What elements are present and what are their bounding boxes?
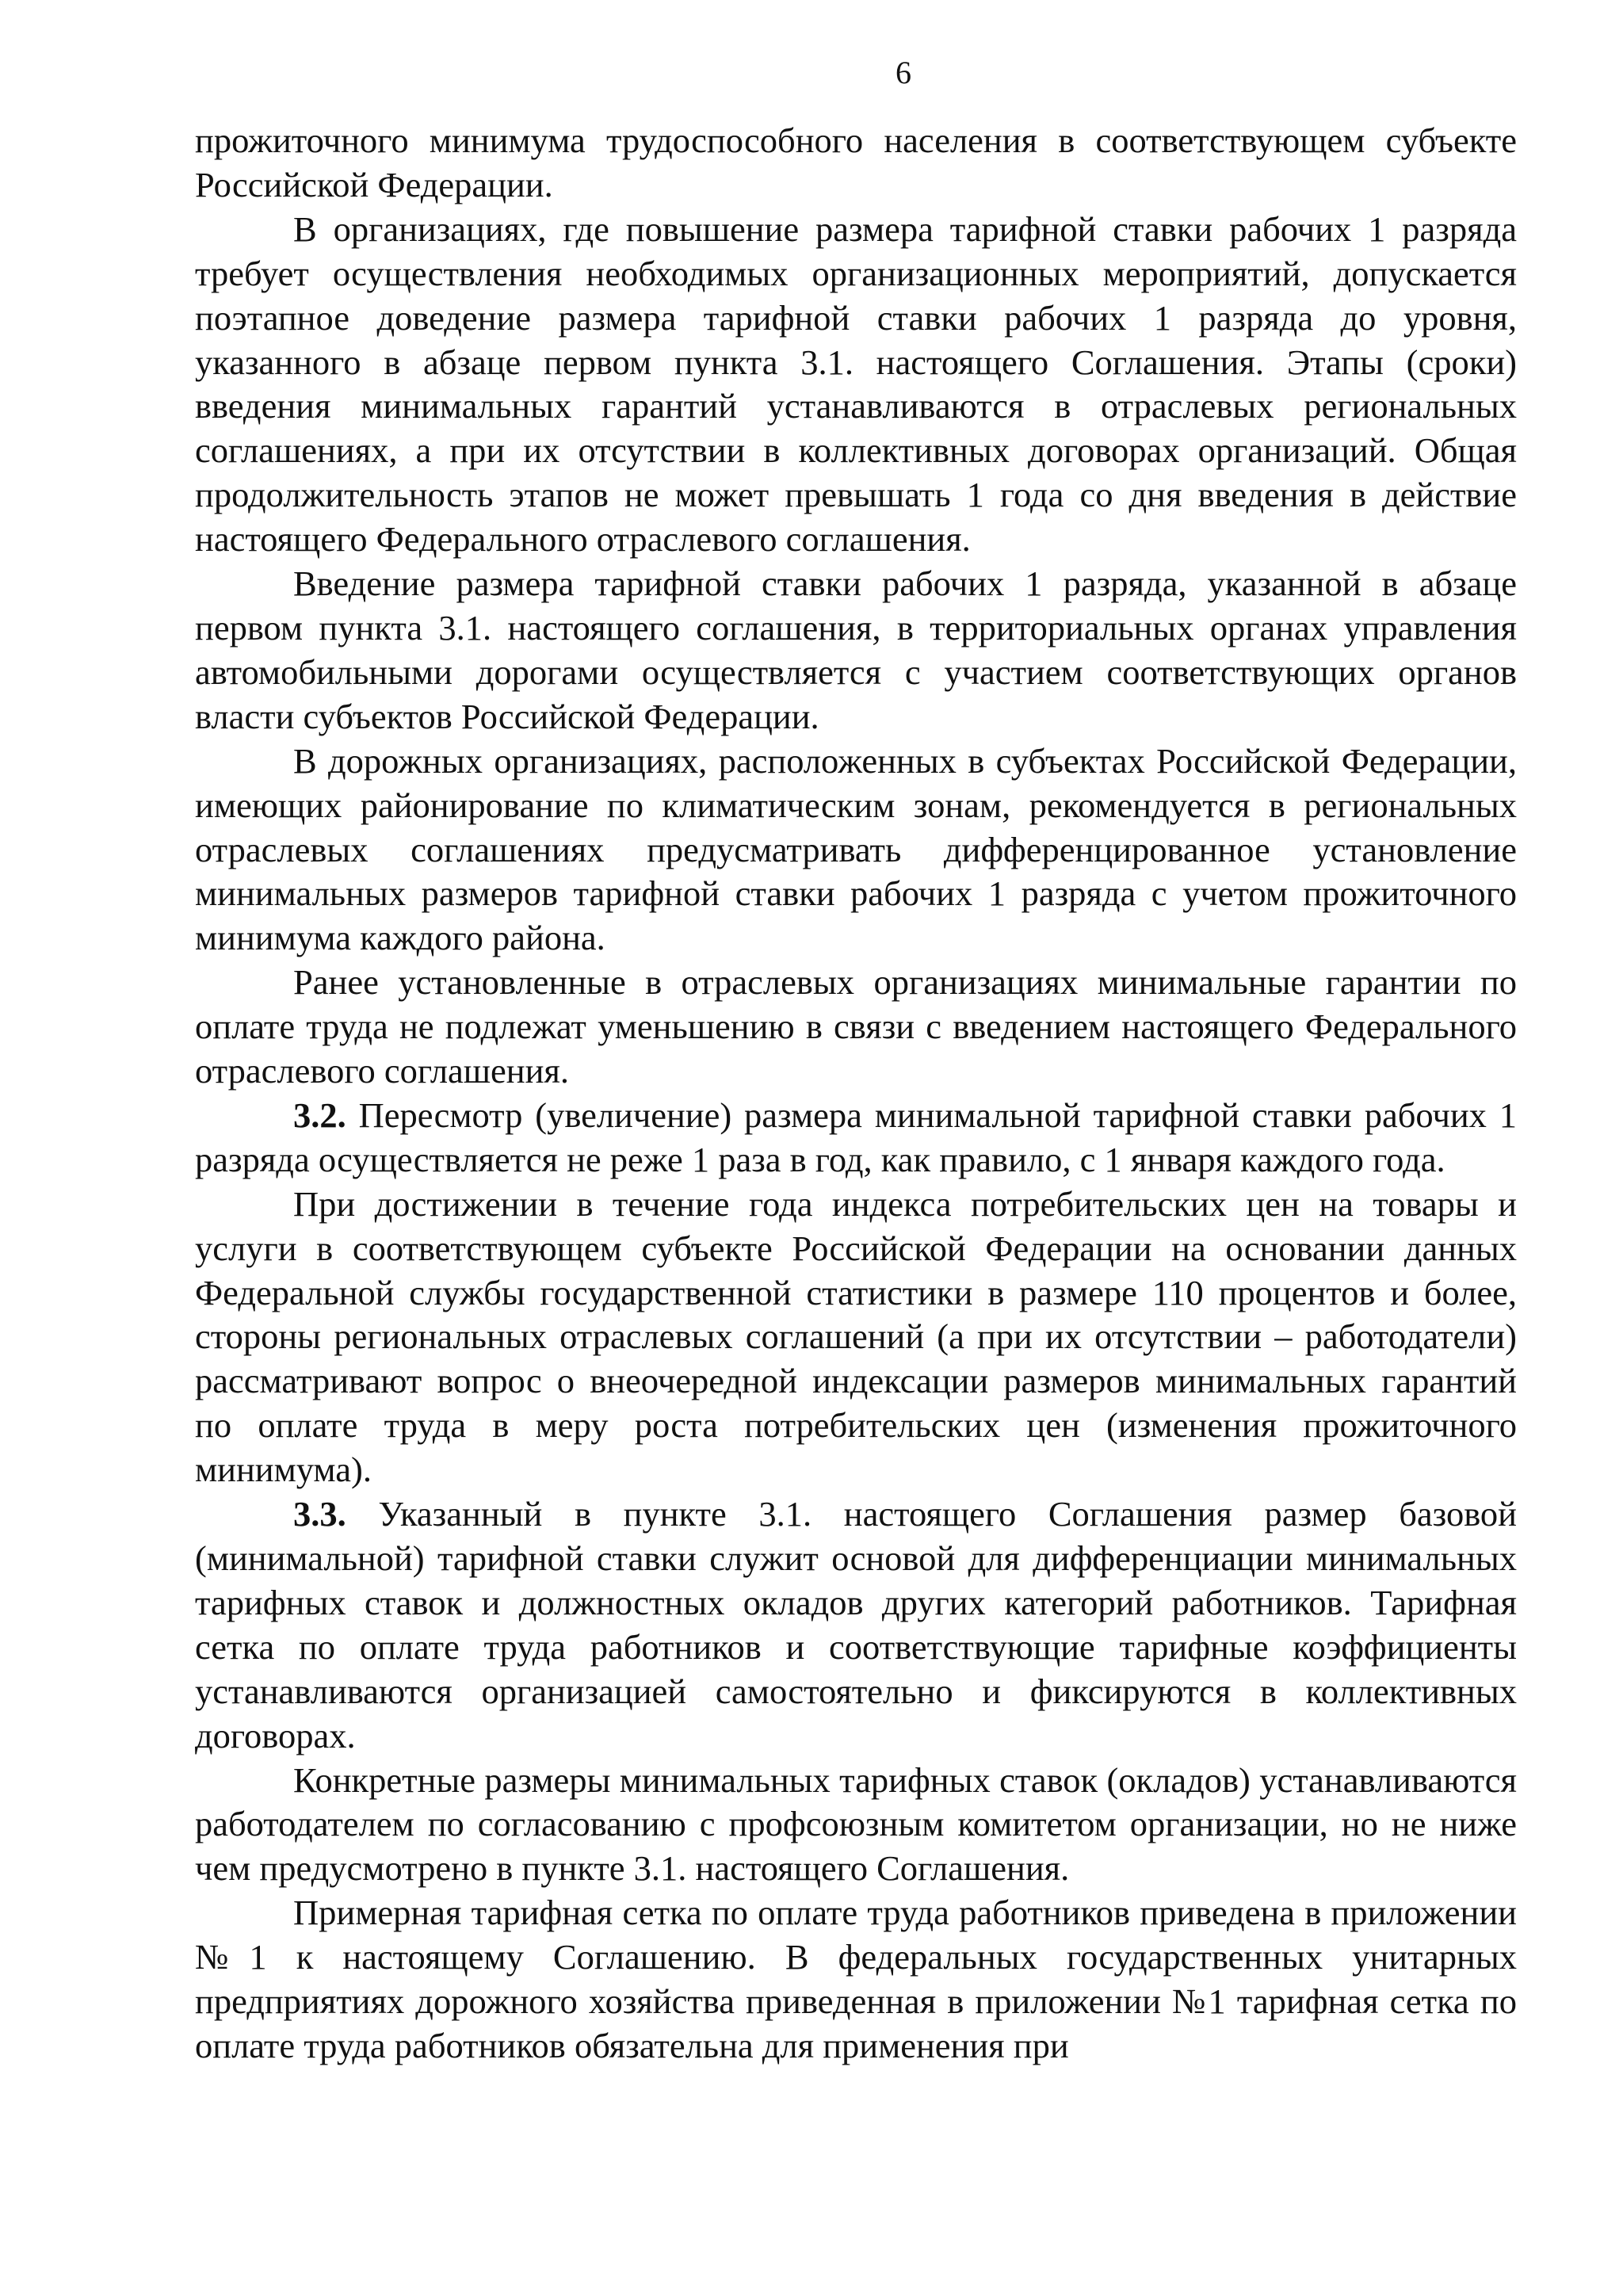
paragraph-text: Конкретные размеры минимальных тарифных ставок (окладов) устанавливаются работодателем по согласованию с профсоюзным комитетом организации, но не ниже чем предусмотрено в пункте 3.1. настоящего Соглашения.: [195, 1759, 1517, 1889]
paragraph-climate-zones: [195, 739, 1517, 961]
paragraph-text: Указанный в пункте 3.1. настоящего Соглашения размер базовой (минимальной) тарифной ставки служит основой для дифференциации минимальных тарифных ставок и должностных окладов других категорий работников. Тарифная сетка по оплате труда работников и соответствующие тарифные коэффициенты устанавливаются организацией самостоятельно и фиксируются в коллективных договорах.: [195, 1494, 1517, 1755]
paragraph-text: Введение размера тарифной ставки рабочих 1 разряда, указанной в абзаце первом пункта 3.1. настоящего соглашения, в территориальных органах управления автомобильными дорогами осуществляется с участием соответствующих органов власти субъектов Российской Федерации.: [195, 563, 1517, 736]
paragraph-text: Примерная тарифная сетка по оплате труда работников приведена в приложении №1 к настоящему Соглашению. В федеральных государственных унитарных предприятиях дорожного хозяйства приведенная в приложении №1 тарифная сетка по оплате труда работников обязательна для применения при: [195, 1893, 1517, 2065]
paragraph-text: В дорожных организациях, расположенных в субъектах Российской Федерации, имеющих районирование по климатическим зонам, рекомендуется в региональных отраслевых соглашениях предусматривать дифференцированное установление минимальных размеров тарифной ставки рабочих 1 разряда с учетом прожиточного минимума каждого района.: [195, 740, 1517, 958]
paragraph-text: В организациях, где повышение размера тарифной ставки рабочих 1 разряда требует осуществления необходимых организационных мероприятий, допускается поэтапное доведение размера тарифной ставки рабочих 1 разряда до уровня, указанного в абзаце первом пункта 3.1. настоящего Соглашения. Этапы (сроки) введения минимальных гарантий устанавливаются в отраслевых региональных соглашениях, а при их отсутствии в коллективных договорах организаций. Общая продолжительность этапов не может превышать 1 года со дня введения в действие настоящего Федерального отраслевого соглашения.: [195, 208, 1517, 560]
paragraph-existing-guarantees: [195, 961, 1517, 1094]
paragraph-territorial-bodies: [195, 562, 1517, 739]
clause-number: 3.3.: [293, 1494, 346, 1534]
paragraph-phased-rate: [195, 208, 1517, 562]
clause-3-2: [195, 1094, 1517, 1182]
paragraph-text: прожиточного минимума трудоспособного населения в соответствующем субъекте Российской Федерации.: [195, 120, 1517, 204]
clause-number: 3.2.: [293, 1095, 346, 1135]
paragraph-text: При достижении в течение года индекса потребительских цен на товары и услуги в соответствующем субъекте Российской Федерации на основании данных Федеральной службы государственной статистики в размере 110 процентов и более, стороны региональных отраслевых соглашений (а при их отсутствии – работодатели) рассматривают вопрос о внеочередной индексации размеров минимальных гарантий по оплате труда в меру роста потребительских цен (изменения прожиточного минимума).: [195, 1183, 1517, 1490]
clause-3-3: [195, 1492, 1517, 1758]
paragraph-text: Ранее установленные в отраслевых организациях минимальные гарантии по оплате труда не подлежат уменьшению в связи с введением настоящего Федерального отраслевого соглашения.: [195, 962, 1517, 1091]
paragraph-specific-rates: [195, 1759, 1517, 1892]
document-body: [195, 119, 1517, 2069]
paragraph-tariff-grid: [195, 1891, 1517, 2069]
paragraph-price-index: [195, 1182, 1517, 1492]
page-number: 6: [896, 55, 911, 90]
paragraph-continuation: [195, 119, 1517, 208]
paragraph-text: Пересмотр (увеличение) размера минимальной тарифной ставки рабочих 1 разряда осуществляется не реже 1 раза в год, как правило, с 1 января каждого года.: [195, 1095, 1517, 1179]
